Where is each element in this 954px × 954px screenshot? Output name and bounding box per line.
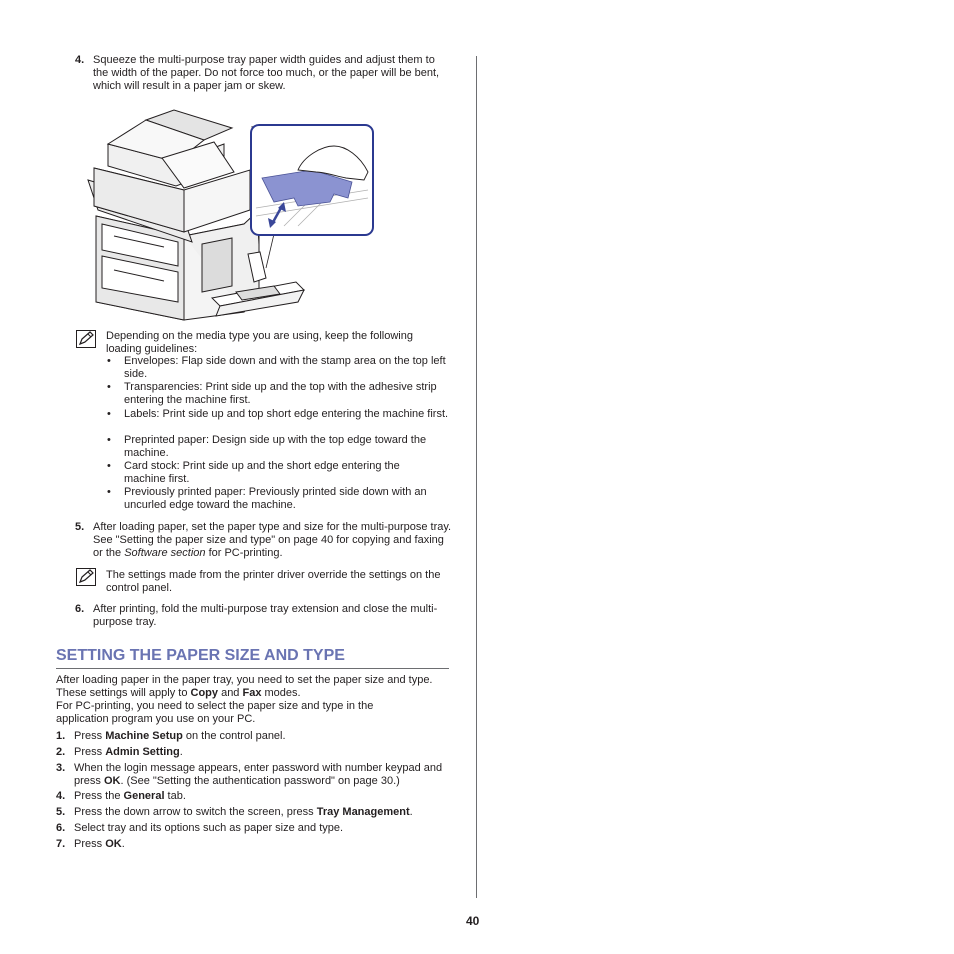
step-number: 5. (56, 806, 66, 818)
step-text: Squeeze the multi-purpose tray paper width guides and adjust them to the width of the paper. Do not force too much, or the paper will be bent, which will result in a paper jam or skew. (93, 54, 440, 92)
section-intro: After loading paper in the paper tray, you need to set the paper size and type. These settings will apply to Copy and Fax modes. (56, 674, 433, 699)
bullet: • (107, 381, 111, 393)
step-text: After loading paper, set the paper type and size for the multi-purpose tray. See "Setting the paper size and type" on page 40 for copying and faxing or the Software section for PC-printing. (93, 521, 452, 559)
step-number: 7. (56, 838, 66, 850)
step-text: After printing, fold the multi-purpose tray extension and close the multi-purpose tray. (93, 603, 438, 628)
step-text: Select tray and its options such as paper size and type. (74, 822, 344, 834)
section-intro: For PC-printing, you need to select the paper size and type in the application program you use on your PC. (56, 700, 374, 725)
step-number: 6. (56, 822, 66, 834)
step-number: 6. (75, 603, 85, 615)
step-number: 4. (75, 54, 85, 66)
list-item: Labels: Print side up and top short edge entering the machine first. (124, 408, 449, 420)
step-number: 5. (75, 521, 85, 533)
bullet: • (107, 355, 111, 367)
pencil-note-icon (76, 568, 96, 586)
step-number: 2. (56, 746, 66, 758)
step-text: When the login message appears, enter password with number keypad and press OK. (See "Setting the authentication password" on page 30.) (74, 762, 443, 787)
column-divider (476, 56, 477, 898)
step-text: Press Admin Setting. (74, 746, 183, 758)
bullet: • (107, 486, 111, 498)
note-text: The settings made from the printer driver override the settings on the control panel. (106, 569, 441, 594)
bullet: • (107, 408, 111, 420)
step-number: 3. (56, 762, 66, 774)
list-item: Envelopes: Flap side down and with the stamp area on the top left side. (124, 355, 446, 380)
step-text: Press the down arrow to switch the screen, press Tray Management. (74, 806, 413, 818)
step-number: 4. (56, 790, 66, 802)
note-intro: Depending on the media type you are using, keep the following loading guidelines: (106, 330, 413, 355)
list-item: Card stock: Print side up and the short edge entering the machine first. (124, 460, 400, 485)
bullet: • (107, 434, 111, 446)
section-heading: SETTING THE PAPER SIZE AND TYPE (56, 646, 449, 669)
step-text: Press the General tab. (74, 790, 186, 802)
step-number: 1. (56, 730, 66, 742)
step-text: Press OK. (74, 838, 125, 850)
list-item: Preprinted paper: Design side up with the top edge toward the machine. (124, 434, 427, 459)
list-item: Previously printed paper: Previously printed side down with an uncurled edge toward the machine. (124, 486, 427, 511)
page-number: 40 (466, 914, 480, 928)
bullet: • (107, 460, 111, 472)
list-item: Transparencies: Print side up and the top with the adhesive strip entering the machine first. (124, 381, 437, 406)
printer-illustration (84, 106, 378, 324)
pencil-note-icon (76, 330, 96, 348)
step-text: Press Machine Setup on the control panel. (74, 730, 286, 742)
